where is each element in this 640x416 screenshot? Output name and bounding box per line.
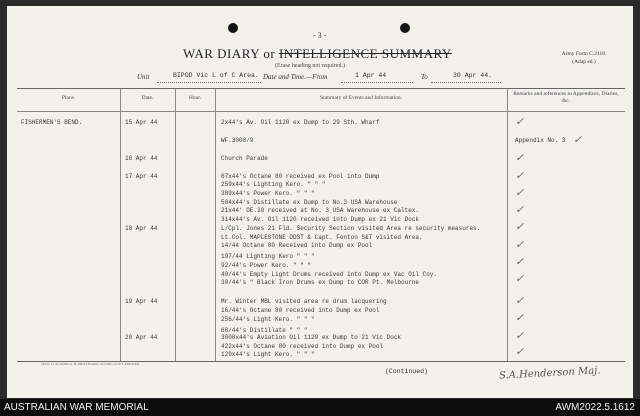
header-remarks: Remarks and references to Appendices, Diaries, &c.: [513, 91, 619, 104]
check-mark-icon: ✓: [515, 255, 525, 268]
summary-line: 16/44's Octane 80 received into Dump ex Pool: [221, 307, 380, 314]
summary-line: WF.3008/9: [221, 137, 254, 144]
printer-imprint: 56351 11.43 20,000 A. H. PRITCHARD, ACTING GOVT. PRINTER.: [41, 362, 141, 366]
summary-line: 14/44 Octane 80 Received into Dump ex Pool: [221, 242, 373, 249]
unit-value: BIPOD Vic L of C Area.: [173, 72, 259, 79]
title-prefix: WAR DIARY: [183, 46, 260, 61]
summary-line: 129x44's Light Kero. " " ": [221, 351, 315, 358]
title-struck: INTELLIGENCE SUMMARY: [278, 46, 452, 61]
check-mark-icon: ✓: [515, 345, 525, 358]
check-mark-icon: ✓: [515, 203, 525, 216]
summary-line: 67x44's Octane 80 received ex Pool into Dump: [221, 173, 380, 180]
diary-table: [17, 88, 625, 362]
summary-line: 30/44's " Black Iron Drums ex Dump to COR Pt. Melbourne: [221, 279, 420, 286]
punch-hole-left: [228, 23, 238, 33]
place-cell: FISHERMEN'S BEND.: [21, 119, 83, 126]
check-mark-icon: ✓: [515, 115, 525, 128]
caption-bar: [0, 399, 640, 416]
header-summary: Summary of Events and Information.: [319, 95, 403, 101]
date-cell: 17 Apr 44: [125, 173, 158, 180]
check-mark-icon: ✓: [515, 151, 525, 164]
check-mark-icon: ✓: [515, 238, 525, 251]
page-title: [183, 46, 452, 62]
date-cell: 20 Apr 44: [125, 334, 158, 341]
check-mark-icon: ✓: [515, 329, 525, 342]
signature: S.A.Henderson Maj.: [498, 365, 601, 382]
summary-line: 92/44's Power Kero. " " ": [221, 262, 312, 269]
summary-line: 21x44' OE.30 received at No. 3 USA Warehouse ex Caltex.: [221, 207, 420, 214]
subtitle: (Erase heading not required.): [275, 63, 345, 69]
title-or: or: [263, 46, 276, 61]
header-hour: Hour.: [188, 95, 202, 101]
summary-line: 309x44's Power Kero. " " ": [221, 190, 315, 197]
summary-line: 422x44's Octane 80 received into Dump ex Pool: [221, 343, 384, 350]
continued-note: (Continued): [385, 368, 428, 375]
check-mark-icon: ✓: [515, 272, 525, 285]
check-mark-icon: ✓: [515, 311, 525, 324]
collection-name: AUSTRALIAN WAR MEMORIAL: [4, 402, 149, 413]
date-cell: 19 Apr 44: [125, 298, 158, 305]
punch-hole-right: [400, 23, 410, 33]
unit-label: Unit: [137, 73, 150, 81]
summary-line: 197/44 Lighting Kero " " ": [221, 253, 315, 260]
page-number: - 3 -: [313, 31, 327, 40]
summary-line: 68/44's Distillate " " ": [221, 327, 308, 334]
date-to-label: To: [421, 73, 428, 81]
summary-line: Church Parade: [221, 155, 268, 162]
check-mark-icon: ✓: [515, 294, 525, 307]
check-mark-icon: ✓: [515, 186, 525, 199]
summary-line: L/Cpl. Jones 21 Fld. Security Section visited Area re security measures.: [221, 225, 481, 232]
army-form-label: Army Form C.2118.: [561, 51, 607, 57]
summary-line: Mr. Winter MBL visited area re drum lacquering: [221, 298, 387, 305]
date-cell: 15 Apr 44: [125, 119, 158, 126]
summary-line: 2x44's Av. Oil 1120 ex Dump to 29 Sth. Wharf: [221, 119, 380, 126]
summary-line: 40/44's Empty Light Drums received into Dump ex Vac Oil Coy.: [221, 271, 438, 278]
summary-line: 504x44's Distillate ex Dump to No.3 USA Warehouse: [221, 199, 398, 206]
check-mark-icon: ✓: [515, 220, 525, 233]
header-date: Date.: [141, 95, 154, 101]
date-cell: 16 Apr 44: [125, 155, 158, 162]
date-cell: 18 Apr 44: [125, 225, 158, 232]
remarks-appendix: Appendix No. 3: [515, 137, 566, 144]
date-from: 1 Apr 44: [355, 72, 387, 79]
summary-line: 256/44's Light Kero. " " ": [221, 316, 315, 323]
date-label: Date and Time.—From: [263, 73, 328, 81]
date-to: 30 Apr 44.: [453, 72, 493, 79]
summary-line: 3000x44's Aviation Oil 1120 ex Dump to 21 Vic Dock: [221, 334, 402, 341]
diary-sheet: [7, 6, 633, 398]
accession-number: AWM2022.5.1612: [555, 402, 635, 413]
summary-line: 259x44's Lighting Kero. " " ": [221, 181, 326, 188]
check-mark-icon: ✓: [515, 169, 525, 182]
header-place: Place.: [61, 95, 76, 101]
check-mark-icon: ✓: [573, 133, 583, 146]
army-form-ref: [549, 50, 619, 66]
army-form-note: (Adap ed.): [572, 59, 596, 65]
summary-line: Lt.Col. MAPLESTONE DDST & Capt. Fenton S&T visited Area.: [221, 234, 423, 241]
summary-line: 314x44's Av. Oil 1120 received into Dump ex 21 Vic Dock: [221, 216, 420, 223]
